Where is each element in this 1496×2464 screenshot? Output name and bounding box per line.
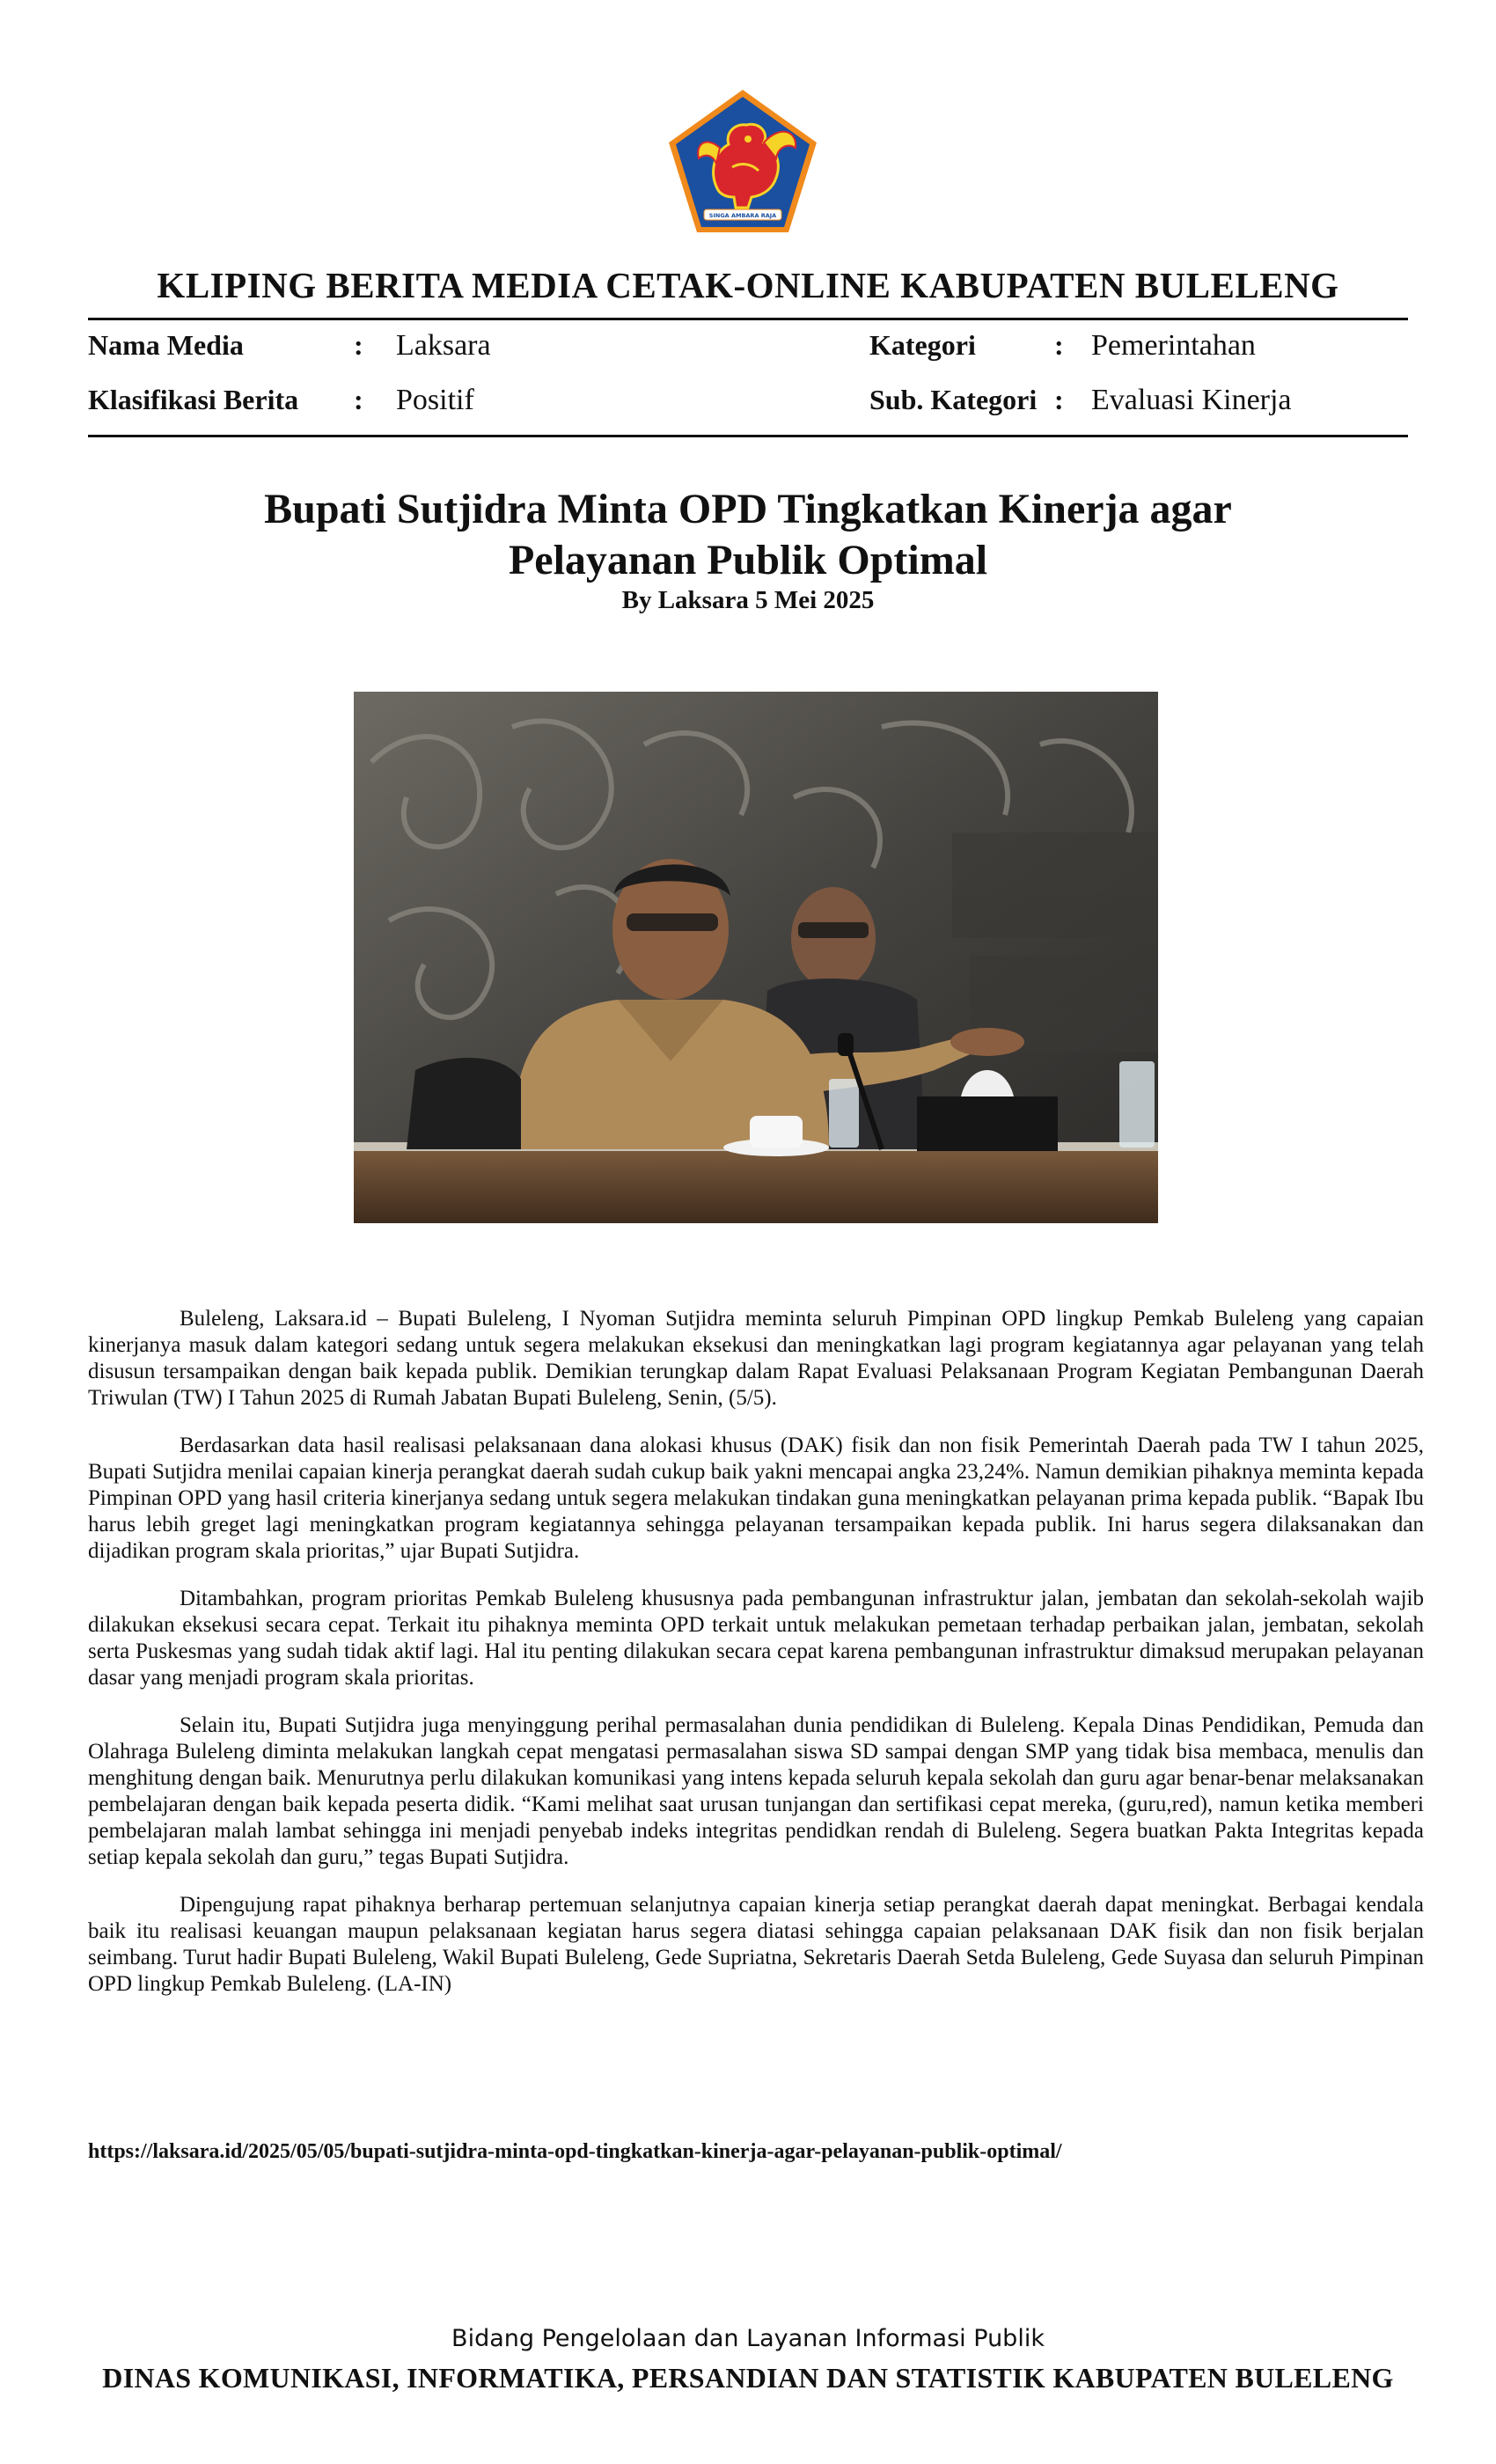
- article-title-line-1: Bupati Sutjidra Minta OPD Tingkatkan Kinerja agar: [264, 486, 1232, 532]
- clipping-header-title: KLIPING BERITA MEDIA CETAK-ONLINE KABUPATEN BULELENG: [157, 265, 1339, 305]
- category-label: Kategori: [869, 329, 976, 361]
- article-body: [88, 1306, 1424, 2019]
- article-paragraph-5: Dipengujung rapat pihaknya berharap pertemuan selanjutnya capaian kinerja setiap perangkat daerah dapat meningkat. Berbagai kendala baik itu realisasi keuangan maupun pelaksanaan kegiatan harus segera diatasi sehingga capaian pelaksanaan DAK fisik dan non fisik berjalan seimbang. Turut hadir Bupati Buleleng, Wakil Bupati Buleleng, Gede Supriatna, Sekretaris Daerah Setda Buleleng, Gede Suyasa dan seluruh Pimpinan OPD lingkup Pemkab Buleleng. (LA-IN): [88, 1893, 1424, 1996]
- header-bottom-rule: [88, 435, 1408, 437]
- footer-division-name: Bidang Pengelolaan dan Layanan Informasi Publik: [451, 2325, 1045, 2352]
- source-url-link[interactable]: https://laksara.id/2025/05/05/bupati-sutjidra-minta-opd-tingkatkan-kinerja-agar-pelayanan-publik-optimal/: [88, 2140, 1062, 2163]
- subcategory-label: Sub. Kategori: [869, 384, 1038, 415]
- article-photo: [354, 692, 1158, 1223]
- header-top-rule: [88, 318, 1408, 320]
- classification-colon: :: [354, 384, 363, 415]
- article-paragraph-2: Berdasarkan data hasil realisasi pelaksanaan dana alokasi khusus (DAK) fisik dan non fisik Pemerintah Daerah pada TW I tahun 2025, Bupati Sutjidra menilai capaian kinerja perangkat daerah sudah cukup baik yakni mencapai angka 23,24%. Namun demikian pihaknya meminta kepada Pimpinan OPD yang hasil criteria kinerjanya sedang untuk segera melakukan tindakan guna meningkatkan pelayanan prima kepada publik. “Bapak Ibu harus lebih greget lagi meningkatkan program kegiatannya sehingga pelayanan tersampaikan kepada publik. Ini harus segera dilaksanakan dan dijadikan program skala prioritas,” ujar Bupati Sutjidra.: [88, 1434, 1424, 1563]
- footer-agency-name: DINAS KOMUNIKASI, INFORMATIKA, PERSANDIAN DAN STATISTIK KABUPATEN BULELENG: [102, 2362, 1394, 2394]
- kabupaten-buleleng-emblem: [664, 86, 822, 238]
- article-paragraph-3: Ditambahkan, program prioritas Pemkab Buleleng khususnya pada pembangunan infrastruktur jalan, jembatan dan sekolah-sekolah wajib dilakukan eksekusi secara cepat. Terkait itu pihaknya meminta OPD terkait untuk melakukan pemetaan terhadap perbaikan jalan, jembatan, sekolah serta Puskesmas yang sudah tidak aktif lagi. Hal itu penting dilakukan secara cepat karena pembangunan infrastruktur dimaksud merupakan pelayanan dasar yang menjadi program skala prioritas.: [88, 1587, 1424, 1690]
- article-title-line-2: Pelayanan Publik Optimal: [508, 537, 988, 583]
- subcategory-colon: :: [1054, 384, 1064, 415]
- subcategory-value: Evaluasi Kinerja: [1091, 384, 1292, 416]
- category-value: Pemerintahan: [1091, 329, 1256, 362]
- media-name-label: Nama Media: [88, 329, 244, 361]
- media-name-colon: :: [354, 329, 363, 361]
- emblem-motto: SINGA AMBARA RAJA: [708, 212, 777, 219]
- classification-label: Klasifikasi Berita: [88, 384, 299, 415]
- article-byline: By Laksara 5 Mei 2025: [621, 586, 875, 614]
- article-title: [132, 484, 1364, 586]
- article-paragraph-1: Buleleng, Laksara.id – Bupati Buleleng, I Nyoman Sutjidra meminta seluruh Pimpinan OPD lingkup Pemkab Buleleng yang capaian kinerjanya masuk dalam kategori sedang untuk segera melakukan eksekusi dan meningkatkan lagi program kegiatannya agar pelayanan yang telah disusun tersampaikan dengan baik kepada publik. Demikian terungkap dalam Rapat Evaluasi Pelaksanaan Program Kegiatan Pembangunan Daerah Triwulan (TW) I Tahun 2025 di Rumah Jabatan Bupati Buleleng, Senin, (5/5).: [88, 1307, 1424, 1410]
- classification-value: Positif: [396, 384, 474, 416]
- media-name-value: Laksara: [396, 329, 491, 362]
- article-paragraph-4: Selain itu, Bupati Sutjidra juga menyinggung perihal permasalahan dunia pendidikan di Buleleng. Kepala Dinas Pendidikan, Pemuda dan Olahraga Buleleng diminta melakukan langkah cepat mengatasi permasalahan siswa SD sampai dengan SMP yang tidak bisa membaca, menulis dan menghitung dengan baik. Menurutnya perlu dilakukan komunikasi yang intens kepada seluruh kepala sekolah dan guru agar benar-benar melaksanakan pembelajaran dengan baik kepada peserta didik. “Kami melihat saat urusan tunjangan dan sertifikasi cepat mereka, (guru,red), namun ketika memberi pembelajaran malah lambat sehingga ini menjadi penyebab indeks integritas pendidkan rendah di Buleleng. Segera buatkan Pakta Integritas kepada setiap kepala sekolah dan guru,” tegas Bupati Sutjidra.: [88, 1713, 1424, 1869]
- category-colon: :: [1054, 329, 1064, 361]
